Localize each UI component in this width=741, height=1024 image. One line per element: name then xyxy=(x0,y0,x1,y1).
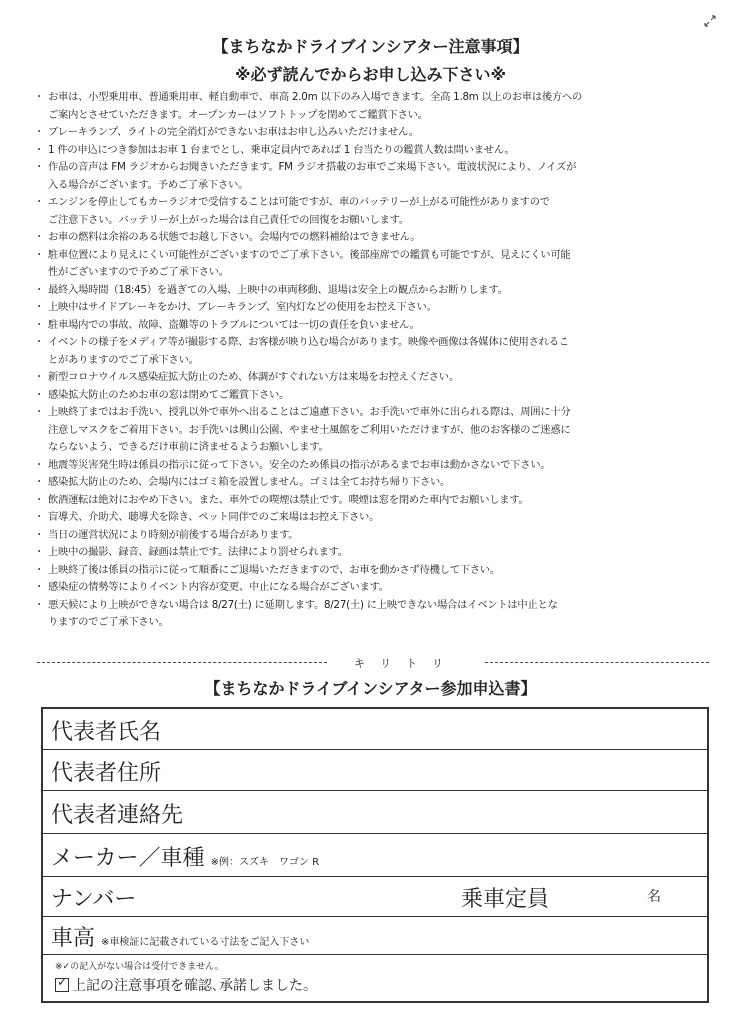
notice-item xyxy=(34,299,714,317)
notice-item xyxy=(34,562,714,580)
notice-line: 地震等災害発生時は係員の指示に従って下さい。安全のため係員の指示があるまでお車は動かさないで下さい。 xyxy=(48,458,551,471)
bullet-icon: ・ xyxy=(34,231,45,243)
notice-item xyxy=(34,527,714,545)
bullet-icon: ・ xyxy=(34,581,45,593)
maker-model-label xyxy=(51,841,319,872)
notice-line: 性がございますので予めご了承下さい。 xyxy=(48,266,229,278)
notice-line: 駐車場内での事故、故障、盗難等のトラブルについては一切の責任を負いません。 xyxy=(48,318,420,331)
cut-line xyxy=(37,655,709,669)
notice-line: お車は、小型乗用車、普通乗用車、軽自動車で、車高 2.0m 以下のみ入場できます。全高 1.8m 以上のお車は後方への xyxy=(48,91,583,103)
notice-item xyxy=(34,474,714,492)
notice-line: ご案内とさせていただきます。オープンカーはソフトトップを閉めてご鑑賞下さい。 xyxy=(48,108,428,121)
representative-name-field[interactable] xyxy=(43,709,707,750)
bullet-icon: ・ xyxy=(34,336,45,348)
notice-line: 上映中はサイドブレーキをかけ、ブレーキランプ、室内灯などの使用をお控え下さい。 xyxy=(48,301,437,313)
bullet-icon: ・ xyxy=(34,493,45,506)
maker-model-field[interactable] xyxy=(43,834,707,877)
capacity-unit: 名 xyxy=(647,889,661,905)
notice-subtitle: ※必ず読んでからお申し込み下さい※ xyxy=(234,65,507,84)
bullet-icon: ・ xyxy=(34,371,45,383)
notice-line: イベントの様子をメディア等が撮影する際、お客様が映り込む場合があります。映像や画像は各媒体に使用されるこ xyxy=(48,336,569,348)
notice-item xyxy=(34,544,714,562)
notice-line: 盲導犬、介助犬、聴導犬を除き、ペット同伴でのご来場はお控え下さい。 xyxy=(48,511,380,523)
notice-line: エンジンを停止してもカーラジオで受信することは可能ですが、車のバッテリーが上がる可能性がありますので xyxy=(48,196,550,208)
bullet-icon: ・ xyxy=(34,91,45,103)
maker-model-example: ※例：スズキ ワゴン R xyxy=(210,857,320,868)
notice-line: 上映終了まではお手洗い、授乳以外で車外へ出ることはご遠慮下さい。お手洗いで車外に出られる際は、周囲に十分 xyxy=(48,406,571,418)
representative-address-label: 代表者住所 xyxy=(51,761,162,786)
notice-line: 上映終了後は係員の指示に従って順番にご退場いただきますので、お車を動かさず待機して下さい。 xyxy=(48,563,500,576)
check-mark-icon: ✓ xyxy=(57,975,68,990)
notice-item xyxy=(34,142,714,160)
vehicle-height-label-text: 車高 xyxy=(51,926,96,951)
bullet-icon: ・ xyxy=(34,546,45,558)
maker-model-label-text: メーカー／車種 xyxy=(51,846,205,871)
notice-line: 注意しマスクをご着用下さい。お手洗いは興山公園、やませ土風館をご利用いただけますが、他のお客様のご迷惑に xyxy=(48,423,571,436)
notice-item xyxy=(34,404,714,457)
bullet-icon: ・ xyxy=(34,196,45,208)
bullet-icon: ・ xyxy=(34,143,45,156)
notice-line: りますのでご了承下さい。 xyxy=(48,616,169,628)
notice-line: 最終入場時間（18:45）を過ぎての入場、上映中の車両移動、退場は安全上の観点からお断りします。 xyxy=(48,283,508,296)
notice-line: 感染症の情勢等によりイベント内容が変更、中止になる場合がございます。 xyxy=(48,581,389,593)
notice-title: 【まちなかドライブインシアター注意事項】 xyxy=(212,37,529,56)
notice-line: 当日の運営状況により時刻が前後する場合があります。 xyxy=(48,528,299,541)
bullet-icon: ・ xyxy=(34,283,45,296)
representative-name-label: 代表者氏名 xyxy=(51,720,162,745)
vehicle-height-label xyxy=(51,921,309,952)
notice-line: 悪天候により上映ができない場合は 8/27(土) に延期します。8/27(土) に上映できない場合はイベントは中止とな xyxy=(48,598,558,611)
bullet-icon: ・ xyxy=(34,406,45,418)
notice-line: 飲酒運転は絶対におやめ下さい。また、車外での喫煙は禁止です。喫煙は窓を閉めた車内でお願いします。 xyxy=(48,493,529,506)
cut-line-text: キリトリ xyxy=(354,657,458,670)
confirmation-row xyxy=(43,955,707,1001)
bullet-icon: ・ xyxy=(34,511,45,523)
notice-item xyxy=(34,457,714,475)
notice-item xyxy=(34,89,714,124)
representative-contact-label: 代表者連絡先 xyxy=(51,803,184,828)
bullet-icon: ・ xyxy=(34,318,45,331)
bullet-icon: ・ xyxy=(34,528,45,541)
number-capacity-row[interactable] xyxy=(43,877,707,917)
bullet-icon: ・ xyxy=(34,598,45,611)
bullet-icon: ・ xyxy=(34,458,45,471)
notice-line: 上映中の撮影、録音、録画は禁止です。法律により罰せられます。 xyxy=(48,546,348,558)
confirmation-checkbox[interactable] xyxy=(55,975,69,992)
notice-item xyxy=(34,124,714,142)
vehicle-height-field[interactable] xyxy=(43,917,707,955)
representative-address-field[interactable] xyxy=(43,750,707,791)
bullet-icon: ・ xyxy=(34,301,45,313)
notice-line: とがありますのでご了承下さい。 xyxy=(48,353,199,366)
notice-item xyxy=(34,369,714,387)
notice-item xyxy=(34,387,714,405)
notice-item xyxy=(34,597,714,632)
notice-item xyxy=(34,282,714,300)
expand-icon[interactable] xyxy=(703,14,717,28)
number-plate-label: ナンバー xyxy=(51,887,137,912)
notice-line: お車の燃料は余裕のある状態でお越し下さい。会場内での燃料補給はできません。 xyxy=(48,231,421,243)
notice-item xyxy=(34,317,714,335)
notice-line: 感染拡大防止のためお車の窓は閉めてご鑑賞下さい。 xyxy=(48,388,290,401)
bullet-icon: ・ xyxy=(34,563,45,576)
notice-item xyxy=(34,334,714,369)
capacity-label: 乗車定員 xyxy=(461,887,550,912)
representative-contact-field[interactable] xyxy=(43,791,707,834)
notice-line: 作品の音声は FM ラジオからお聞きいただきます。FM ラジオ搭載のお車でご来場下さい。電波状況により、ノイズが xyxy=(48,161,577,173)
notice-list xyxy=(34,89,714,632)
notice-item xyxy=(34,247,714,282)
application-form xyxy=(41,707,709,1003)
confirmation-label: 上記の注意事項を確認､承諾しました。 xyxy=(72,978,317,994)
bullet-icon: ・ xyxy=(34,248,45,261)
notice-item xyxy=(34,159,714,194)
notice-line: 入る場合がございます。予めご了承下さい。 xyxy=(48,178,249,191)
notice-line: 感染拡大防止のため、会場内にはゴミ箱を設置しません。ゴミは全てお持ち帰り下さい。 xyxy=(48,476,451,488)
confirmation-checkbox-row[interactable] xyxy=(55,975,317,995)
notice-item xyxy=(34,194,714,229)
check-required-note: ※✓の記入がない場合は受付できません。 xyxy=(55,962,224,972)
application-form-title: 【まちなかドライブインシアター参加申込書】 xyxy=(204,679,537,698)
bullet-icon: ・ xyxy=(34,161,45,173)
notice-line: ならないよう、できるだけ車前に済ませるようお願いします。 xyxy=(48,441,329,453)
bullet-icon: ・ xyxy=(34,476,45,488)
notice-item xyxy=(34,509,714,527)
notice-line: ブレーキランプ、ライトの完全消灯ができないお車はお申し込みいただけません。 xyxy=(48,126,419,138)
bullet-icon: ・ xyxy=(34,126,45,138)
notice-line: ご注意下さい。バッテリーが上がった場合は自己責任での回復をお願いします。 xyxy=(48,213,409,226)
notice-item xyxy=(34,229,714,247)
notice-line: 1 件の申込につき参加はお車 1 台までとし、乗車定員内であれば 1 台当たりの鑑賞人数は問いません。 xyxy=(48,143,515,156)
bullet-icon: ・ xyxy=(34,388,45,401)
notice-item xyxy=(34,492,714,510)
notice-line: 新型コロナウイルス感染症拡大防止のため、体調がすぐれない方は来場をお控えください。 xyxy=(48,371,459,383)
vehicle-height-note: ※車検証に記載されている寸法をご記入下さい xyxy=(101,937,310,948)
notice-line: 駐車位置により見えにくい可能性がございますのでご了承下さい。後部座席での鑑賞も可能ですが、見えにくい可能 xyxy=(48,248,571,261)
notice-item xyxy=(34,579,714,597)
